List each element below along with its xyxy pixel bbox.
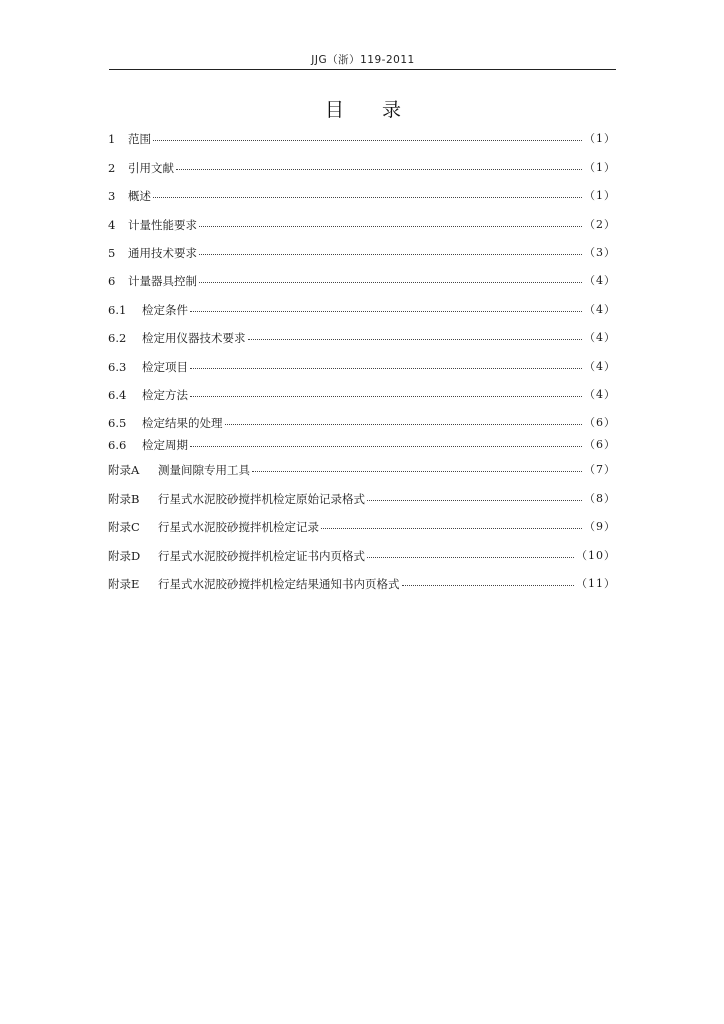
toc-entry-label: 行星式水泥胶砂搅拌机检定原始记录格式 — [158, 492, 365, 506]
toc-entry-label: 通用技术要求 — [128, 246, 197, 260]
toc-entry-page: （9） — [584, 520, 616, 533]
toc-entry-number: 6 — [108, 274, 116, 288]
toc-entry-page: （4） — [584, 388, 616, 401]
toc-entry-label: 行星式水泥胶砂搅拌机检定证书内页格式 — [158, 549, 365, 563]
toc-entry-page: （2） — [584, 218, 616, 231]
dot-leader — [190, 387, 582, 403]
toc-entry-label: 范围 — [128, 132, 151, 146]
toc-entry-label: 检定结果的处理 — [142, 416, 223, 430]
dot-leader — [367, 491, 582, 507]
toc-entry-number: 2 — [108, 161, 116, 175]
toc-entry-page: （4） — [584, 303, 616, 316]
toc-entry-number: 附录B — [108, 492, 140, 506]
toc-title: 目录 — [324, 99, 439, 121]
toc-entry-label: 检定方法 — [142, 388, 188, 402]
dot-leader — [199, 245, 582, 261]
dot-leader — [190, 437, 582, 453]
toc-entry — [108, 302, 616, 318]
toc-entry-number: 6.6 — [108, 438, 127, 452]
toc-entry-number: 3 — [108, 189, 116, 203]
toc-entry-page: （6） — [584, 416, 616, 429]
toc-entry-label: 测量间隙专用工具 — [158, 463, 250, 477]
toc-entry-number: 1 — [108, 132, 116, 146]
toc-entry-page: （6） — [584, 438, 616, 451]
toc-entry-number: 附录A — [108, 463, 140, 477]
toc-entry — [108, 359, 616, 375]
toc-entry-number: 附录E — [108, 577, 140, 591]
toc-entry-label: 行星式水泥胶砂搅拌机检定记录 — [158, 520, 319, 534]
toc-entry-number: 6.4 — [108, 388, 127, 402]
dot-leader — [321, 519, 582, 535]
toc-entry-label: 检定周期 — [142, 438, 188, 452]
toc-entry-number: 6.1 — [108, 303, 127, 317]
toc-entry-label: 检定条件 — [142, 303, 188, 317]
dot-leader — [190, 359, 582, 375]
toc-entry-page: （11） — [576, 577, 616, 590]
toc-entry-page: （8） — [584, 492, 616, 505]
dot-leader — [367, 548, 574, 564]
toc-entry-page: （4） — [584, 331, 616, 344]
dot-leader — [199, 273, 582, 289]
dot-leader — [248, 330, 583, 346]
dot-leader — [190, 302, 582, 318]
toc-entry — [108, 462, 616, 478]
toc-entry-number: 6.5 — [108, 416, 127, 430]
dot-leader — [199, 217, 582, 233]
toc-entry — [108, 576, 616, 592]
toc-entry-number: 4 — [108, 218, 116, 232]
toc-entry — [108, 160, 616, 176]
toc-entry-page: （3） — [584, 246, 616, 259]
dot-leader — [402, 576, 575, 592]
dot-leader — [153, 131, 582, 147]
toc-entry-number: 6.3 — [108, 360, 127, 374]
toc-entry-page: （4） — [584, 274, 616, 287]
toc-entry — [108, 387, 616, 403]
toc-entry-label: 计量性能要求 — [128, 218, 197, 232]
toc-entry-page: （10） — [576, 549, 616, 562]
toc-entry — [108, 491, 616, 507]
dot-leader — [225, 415, 583, 431]
toc-entry-label: 概述 — [128, 189, 151, 203]
dot-leader — [252, 462, 582, 478]
toc-entry-label: 引用文献 — [128, 161, 174, 175]
toc-entry-label: 行星式水泥胶砂搅拌机检定结果通知书内页格式 — [158, 577, 400, 591]
toc-entry — [108, 131, 616, 147]
standard-code: JJG（浙）119-2011 — [311, 54, 415, 66]
toc-entry-page: （4） — [584, 360, 616, 373]
toc-entry — [108, 437, 616, 453]
toc-entry — [108, 519, 616, 535]
toc-entry-page: （7） — [584, 463, 616, 476]
toc-entry-number: 6.2 — [108, 331, 127, 345]
toc-entry — [108, 245, 616, 261]
toc-entry-page: （1） — [584, 189, 616, 202]
toc-entry — [108, 548, 616, 564]
toc-entry-number: 附录C — [108, 520, 140, 534]
header-divider — [109, 69, 616, 70]
toc-entry-number: 5 — [108, 246, 116, 260]
dot-leader — [176, 160, 582, 176]
toc-entry-page: （1） — [584, 161, 616, 174]
toc-entry-number: 附录D — [108, 549, 141, 563]
toc-entry — [108, 273, 616, 289]
toc-entry — [108, 330, 616, 346]
toc-entry-page: （1） — [584, 132, 616, 145]
toc-entry-label: 检定用仪器技术要求 — [142, 331, 246, 345]
toc-entry — [108, 415, 616, 431]
toc-entry — [108, 217, 616, 233]
dot-leader — [153, 188, 582, 204]
toc-entry — [108, 188, 616, 204]
toc-entry-label: 计量器具控制 — [128, 274, 197, 288]
toc-entry-label: 检定项目 — [142, 360, 188, 374]
